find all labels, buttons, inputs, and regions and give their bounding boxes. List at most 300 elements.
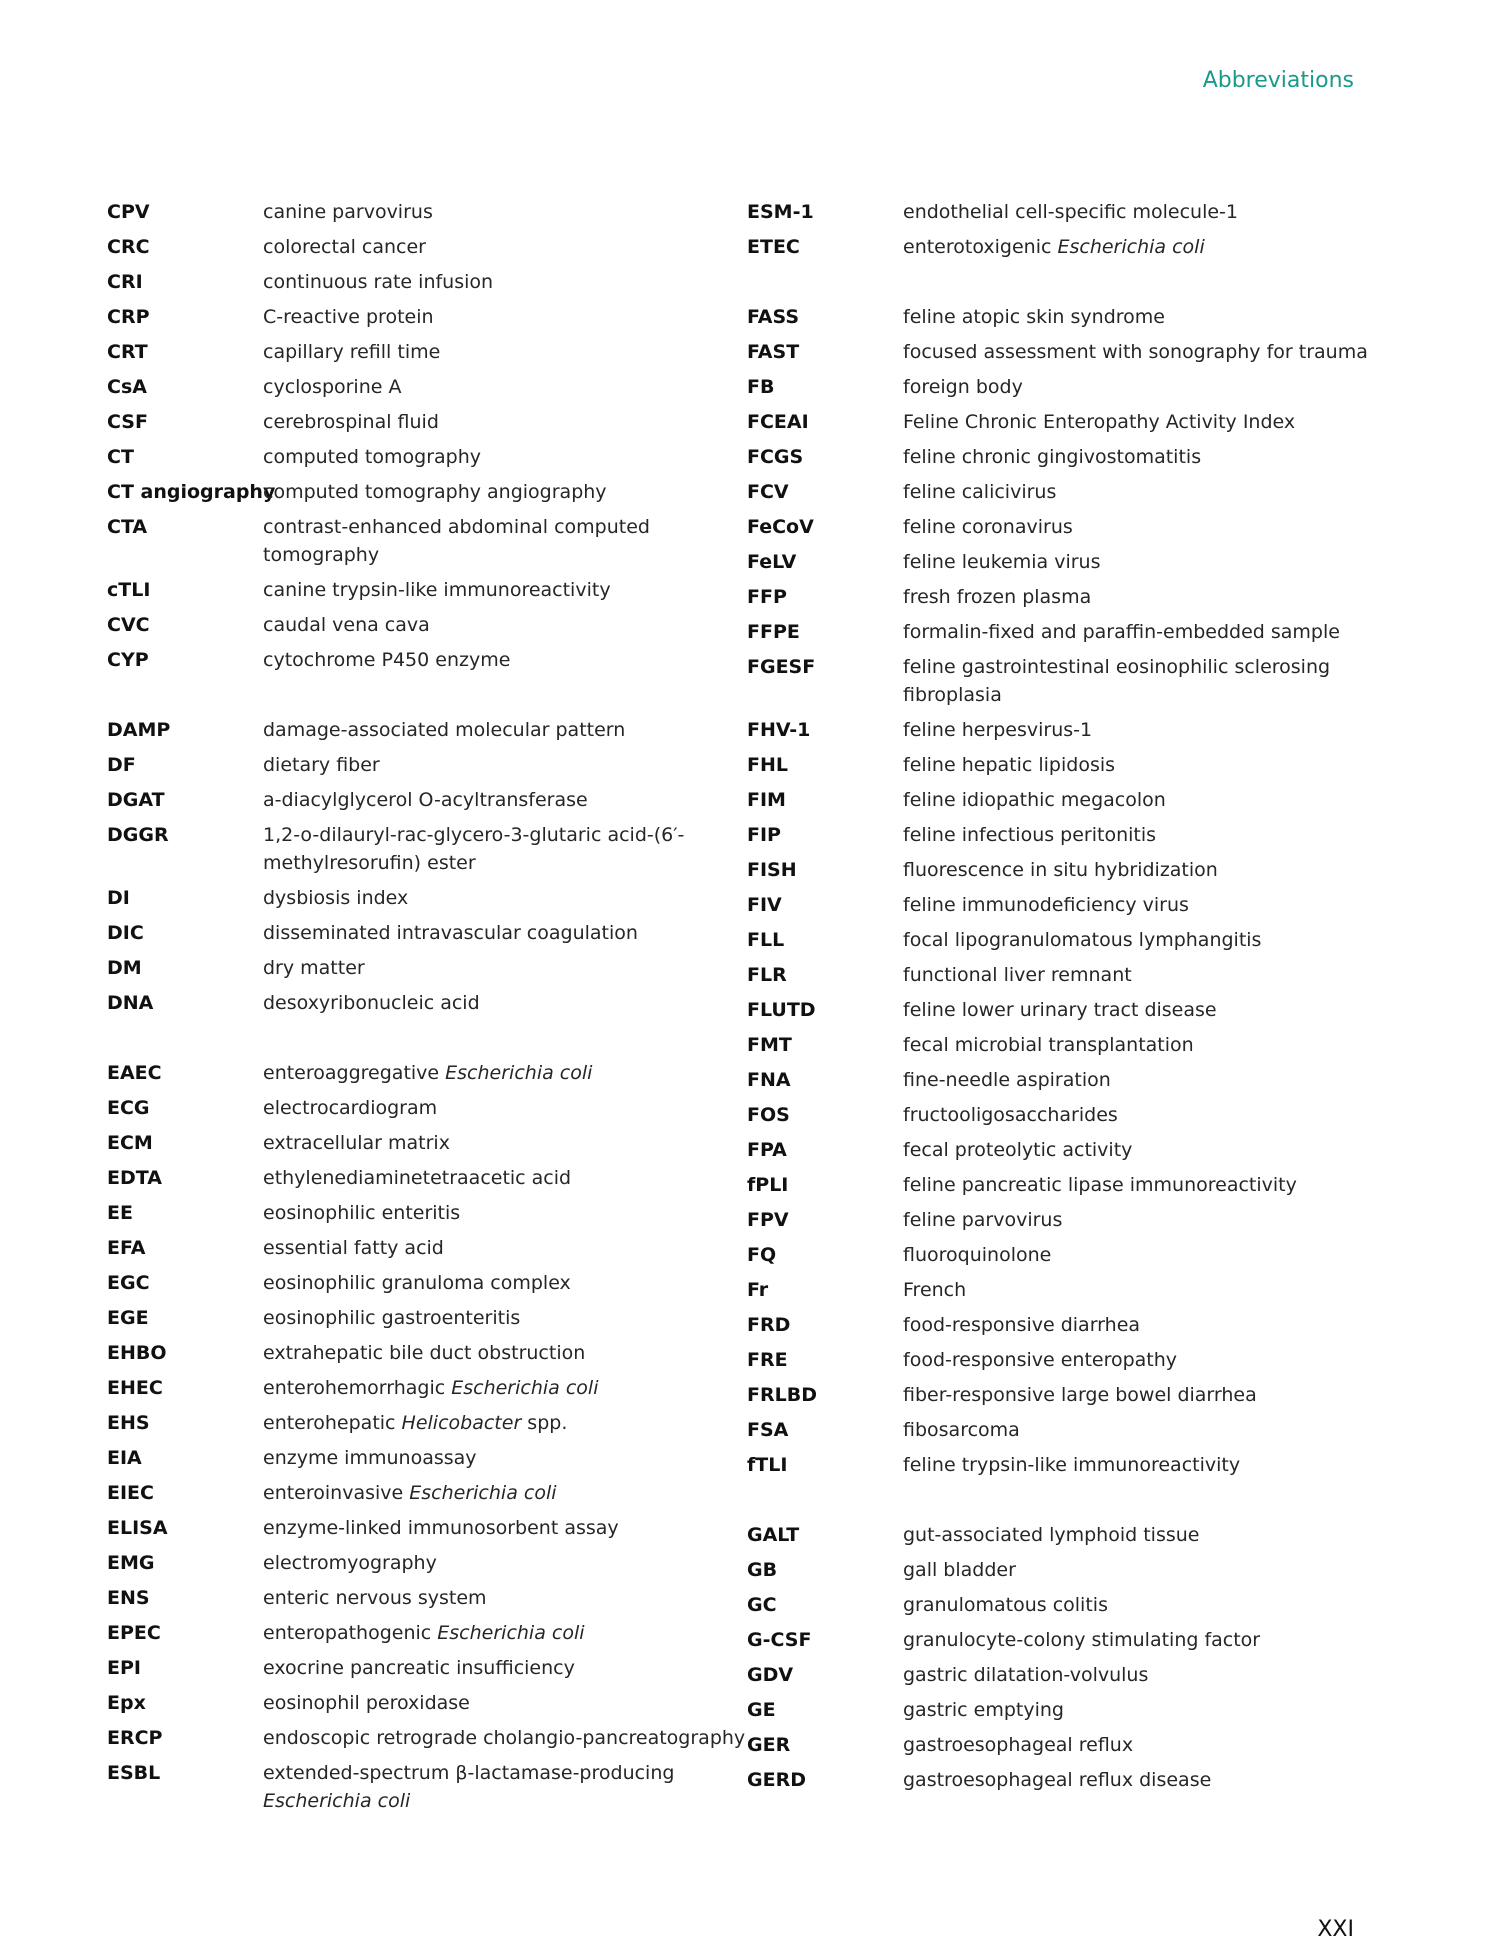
definition-text: endothelial cell-specific molecule-1 bbox=[903, 201, 1238, 223]
definition-text: enzyme immunoassay bbox=[263, 1447, 477, 1469]
abbreviation-definition bbox=[903, 1731, 1387, 1759]
abbreviation-definition bbox=[263, 1164, 747, 1192]
abbreviation-definition bbox=[903, 303, 1387, 331]
definition-text: cyclosporine A bbox=[263, 376, 402, 398]
abbreviation-entry bbox=[747, 303, 1387, 331]
abbreviation-term: DI bbox=[107, 887, 130, 909]
abbreviation-term: FIV bbox=[747, 894, 782, 916]
abbreviation-entry bbox=[107, 1549, 747, 1577]
abbreviation-definition bbox=[903, 373, 1387, 401]
definition-text: fructooligosaccharides bbox=[903, 1104, 1118, 1126]
abbreviation-definition bbox=[903, 891, 1387, 919]
definition-text: fluorescence in situ hybridization bbox=[903, 859, 1218, 881]
abbreviation-term: ERCP bbox=[107, 1727, 163, 1749]
abbreviation-definition bbox=[903, 1101, 1387, 1129]
definition-text: endoscopic retrograde cholangio-pancreatography bbox=[263, 1727, 746, 1749]
abbreviation-entry bbox=[747, 548, 1387, 576]
abbreviation-definition bbox=[263, 576, 747, 604]
abbreviation-definition bbox=[903, 1136, 1387, 1164]
abbreviation-term: FRD bbox=[747, 1314, 791, 1336]
definition-text: fine-needle aspiration bbox=[903, 1069, 1111, 1091]
definition-text: fecal proteolytic activity bbox=[903, 1139, 1133, 1161]
abbreviation-entry bbox=[107, 576, 747, 604]
abbreviation-definition bbox=[263, 1514, 747, 1542]
abbreviation-entry bbox=[107, 1374, 747, 1402]
abbreviation-entry bbox=[747, 1556, 1387, 1584]
abbreviation-definition bbox=[263, 1654, 747, 1682]
definition-text: colorectal cancer bbox=[263, 236, 426, 258]
definition-text: damage-associated molecular pattern bbox=[263, 719, 626, 741]
abbreviation-entry bbox=[107, 408, 747, 436]
abbreviation-entry bbox=[747, 618, 1387, 646]
definition-text: fresh frozen plasma bbox=[903, 586, 1092, 608]
abbreviation-definition bbox=[263, 1724, 747, 1752]
definition-text: gastric dilatation-volvulus bbox=[903, 1664, 1149, 1686]
abbreviation-definition bbox=[903, 1241, 1387, 1269]
abbreviation-entry bbox=[107, 919, 747, 947]
section-gap bbox=[747, 1486, 1387, 1521]
abbreviation-entry bbox=[107, 1164, 747, 1192]
abbreviation-term: FCEAI bbox=[747, 411, 809, 433]
abbreviation-term: EHBO bbox=[107, 1342, 167, 1364]
abbreviation-term: FLL bbox=[747, 929, 785, 951]
abbreviation-term: ENS bbox=[107, 1587, 150, 1609]
abbreviation-term: EDTA bbox=[107, 1167, 162, 1189]
abbreviation-term: DGGR bbox=[107, 824, 169, 846]
definition-text: desoxyribonucleic acid bbox=[263, 992, 480, 1014]
abbreviation-definition bbox=[263, 1759, 747, 1815]
abbreviation-term: FIP bbox=[747, 824, 781, 846]
abbreviation-definition bbox=[903, 1626, 1387, 1654]
abbreviation-definition bbox=[903, 478, 1387, 506]
definition-text: foreign body bbox=[903, 376, 1023, 398]
abbreviation-definition bbox=[263, 443, 747, 471]
abbreviation-entry bbox=[107, 1409, 747, 1437]
abbreviation-definition bbox=[903, 1381, 1387, 1409]
definition-text: computed tomography angiography bbox=[263, 481, 607, 503]
definition-text: enteroinvasive bbox=[263, 1482, 410, 1504]
abbreviation-entry bbox=[747, 716, 1387, 744]
abbreviation-term: EHEC bbox=[107, 1377, 163, 1399]
abbreviation-definition bbox=[903, 443, 1387, 471]
section-gap bbox=[107, 681, 747, 716]
abbreviation-term: ESBL bbox=[107, 1762, 161, 1784]
definition-text: feline trypsin-like immunoreactivity bbox=[903, 1454, 1241, 1476]
abbreviation-entry bbox=[107, 1444, 747, 1472]
abbreviation-entry bbox=[107, 821, 747, 877]
definition-text: a-diacylglycerol O-acyltransferase bbox=[263, 789, 588, 811]
abbreviation-definition bbox=[263, 1584, 747, 1612]
definition-text: feline calicivirus bbox=[903, 481, 1057, 503]
abbreviation-definition bbox=[903, 1066, 1387, 1094]
definition-text: gastroesophageal reflux disease bbox=[903, 1769, 1212, 1791]
abbreviation-term: ELISA bbox=[107, 1517, 168, 1539]
abbreviation-entry bbox=[747, 1031, 1387, 1059]
section-gap bbox=[107, 1024, 747, 1059]
abbreviation-definition bbox=[263, 716, 747, 744]
abbreviation-entry bbox=[107, 268, 747, 296]
abbreviation-definition bbox=[903, 751, 1387, 779]
definition-text: granulomatous colitis bbox=[903, 1594, 1108, 1616]
abbreviation-term: EHS bbox=[107, 1412, 150, 1434]
abbreviation-definition bbox=[903, 583, 1387, 611]
abbreviation-definition bbox=[263, 786, 747, 814]
abbreviation-definition bbox=[263, 1619, 747, 1647]
abbreviation-entry bbox=[747, 198, 1387, 226]
abbreviation-entry bbox=[107, 1689, 747, 1717]
abbreviation-entry bbox=[107, 1514, 747, 1542]
definition-text: gastroesophageal reflux bbox=[903, 1734, 1134, 1756]
abbreviation-definition bbox=[263, 1059, 747, 1087]
abbreviation-term: CPV bbox=[107, 201, 150, 223]
abbreviation-definition bbox=[903, 233, 1387, 261]
abbreviation-entry bbox=[747, 891, 1387, 919]
abbreviation-term: CRI bbox=[107, 271, 143, 293]
abbreviation-definition bbox=[903, 548, 1387, 576]
definition-text: feline immunodeficiency virus bbox=[903, 894, 1189, 916]
abbreviation-entry bbox=[107, 1234, 747, 1262]
abbreviation-definition bbox=[263, 1234, 747, 1262]
abbreviation-entry bbox=[747, 786, 1387, 814]
abbreviation-entry bbox=[747, 1696, 1387, 1724]
definition-text: electrocardiogram bbox=[263, 1097, 438, 1119]
definition-text: cytochrome P450 enzyme bbox=[263, 649, 511, 671]
abbreviation-term: EGE bbox=[107, 1307, 149, 1329]
definition-text: fibosarcoma bbox=[903, 1419, 1020, 1441]
abbreviation-term: FPA bbox=[747, 1139, 787, 1161]
abbreviation-entry bbox=[107, 611, 747, 639]
page-number: XXI bbox=[1317, 1917, 1354, 1942]
abbreviation-entry bbox=[747, 1066, 1387, 1094]
abbreviation-entry bbox=[107, 338, 747, 366]
definition-text: eosinophil peroxidase bbox=[263, 1692, 470, 1714]
abbreviation-definition bbox=[903, 618, 1387, 646]
definition-text: enteric nervous system bbox=[263, 1587, 487, 1609]
abbreviation-definition bbox=[263, 373, 747, 401]
abbreviation-term: FLR bbox=[747, 964, 787, 986]
abbreviation-term: fTLI bbox=[747, 1454, 788, 1476]
abbreviation-term: G-CSF bbox=[747, 1629, 812, 1651]
abbreviation-term: GERD bbox=[747, 1769, 806, 1791]
abbreviation-entry bbox=[107, 1479, 747, 1507]
abbreviation-definition bbox=[903, 1766, 1387, 1794]
abbreviation-definition bbox=[903, 996, 1387, 1024]
definition-text: enterohepatic bbox=[263, 1412, 402, 1434]
abbreviation-entry bbox=[107, 1619, 747, 1647]
abbreviation-term: GC bbox=[747, 1594, 777, 1616]
abbreviation-term: FPV bbox=[747, 1209, 789, 1231]
section-gap bbox=[747, 268, 1387, 303]
definition-text: granulocyte-colony stimulating factor bbox=[903, 1629, 1261, 1651]
definition-text: gastric emptying bbox=[903, 1699, 1064, 1721]
abbreviation-entry bbox=[747, 1136, 1387, 1164]
abbreviation-definition bbox=[903, 1591, 1387, 1619]
definition-text: exocrine pancreatic insufficiency bbox=[263, 1657, 575, 1679]
abbreviation-entry bbox=[747, 1626, 1387, 1654]
abbreviation-term: EMG bbox=[107, 1552, 155, 1574]
definition-text: enteroaggregative bbox=[263, 1062, 446, 1084]
abbreviation-entry bbox=[107, 478, 747, 506]
abbreviation-definition bbox=[903, 1521, 1387, 1549]
definition-text: dysbiosis index bbox=[263, 887, 409, 909]
abbreviation-definition bbox=[263, 611, 747, 639]
abbreviation-term: EAEC bbox=[107, 1062, 162, 1084]
abbreviation-entry bbox=[747, 1206, 1387, 1234]
abbreviation-term: DAMP bbox=[107, 719, 171, 741]
abbreviation-term: FOS bbox=[747, 1104, 790, 1126]
abbreviation-term: FAST bbox=[747, 341, 800, 363]
abbreviation-entry bbox=[747, 856, 1387, 884]
definition-text: focused assessment with sonography for trauma bbox=[903, 341, 1368, 363]
abbreviation-definition bbox=[903, 1031, 1387, 1059]
definition-text: extracellular matrix bbox=[263, 1132, 450, 1154]
abbreviation-entry bbox=[747, 1661, 1387, 1689]
definition-text: feline chronic gingivostomatitis bbox=[903, 446, 1202, 468]
abbreviation-definition bbox=[903, 1276, 1387, 1304]
abbreviation-term: FLUTD bbox=[747, 999, 816, 1021]
abbreviation-entry bbox=[747, 513, 1387, 541]
definition-text: food-responsive diarrhea bbox=[903, 1314, 1141, 1336]
abbreviation-term: EFA bbox=[107, 1237, 146, 1259]
definition-text: formalin-fixed and paraffin-embedded sample bbox=[903, 621, 1340, 643]
abbreviation-definition bbox=[903, 1171, 1387, 1199]
abbreviation-term: FFP bbox=[747, 586, 787, 608]
abbreviation-term: FeLV bbox=[747, 551, 797, 573]
definition-text: electromyography bbox=[263, 1552, 437, 1574]
definition-italic-text: Escherichia coli bbox=[409, 1482, 557, 1504]
abbreviation-entry bbox=[747, 1731, 1387, 1759]
abbreviation-entry bbox=[107, 1129, 747, 1157]
definition-text: dietary fiber bbox=[263, 754, 380, 776]
abbreviation-entry bbox=[747, 1276, 1387, 1304]
abbreviation-definition bbox=[263, 1444, 747, 1472]
abbreviation-entry bbox=[747, 996, 1387, 1024]
definition-text: enterotoxigenic bbox=[903, 236, 1058, 258]
definition-text: extrahepatic bile duct obstruction bbox=[263, 1342, 586, 1364]
abbreviation-term: FB bbox=[747, 376, 775, 398]
abbreviation-entry bbox=[747, 961, 1387, 989]
abbreviation-entry bbox=[107, 1759, 747, 1815]
abbreviation-term: Epx bbox=[107, 1692, 146, 1714]
abbreviation-term: FHL bbox=[747, 754, 788, 776]
abbreviation-definition bbox=[263, 478, 747, 506]
definition-text: feline hepatic lipidosis bbox=[903, 754, 1116, 776]
definition-italic-text: Helicobacter bbox=[401, 1412, 522, 1434]
abbreviation-entry bbox=[747, 583, 1387, 611]
abbreviation-term: FASS bbox=[747, 306, 800, 328]
definition-text: essential fatty acid bbox=[263, 1237, 444, 1259]
abbreviation-entry bbox=[107, 443, 747, 471]
abbreviation-definition bbox=[263, 1689, 747, 1717]
definition-text: cerebrospinal fluid bbox=[263, 411, 439, 433]
definition-text: feline leukemia virus bbox=[903, 551, 1101, 573]
definition-text: eosinophilic granuloma complex bbox=[263, 1272, 571, 1294]
abbreviation-term: CVC bbox=[107, 614, 150, 636]
definition-text: enzyme-linked immunosorbent assay bbox=[263, 1517, 619, 1539]
abbreviation-term: FRLBD bbox=[747, 1384, 817, 1406]
abbreviation-definition bbox=[903, 716, 1387, 744]
abbreviation-entry bbox=[747, 1451, 1387, 1479]
abbreviation-entry bbox=[107, 233, 747, 261]
abbreviation-definition bbox=[903, 1346, 1387, 1374]
abbreviation-term: FCGS bbox=[747, 446, 804, 468]
abbreviation-definition bbox=[903, 1661, 1387, 1689]
abbreviation-term: GALT bbox=[747, 1524, 800, 1546]
abbreviation-term: DGAT bbox=[107, 789, 165, 811]
abbreviation-entry bbox=[107, 1269, 747, 1297]
definition-italic-text: Escherichia coli bbox=[445, 1062, 593, 1084]
abbreviation-entry bbox=[747, 1346, 1387, 1374]
abbreviation-entry bbox=[747, 478, 1387, 506]
abbreviation-term: CT bbox=[107, 446, 134, 468]
abbreviation-term: GER bbox=[747, 1734, 791, 1756]
abbreviation-definition bbox=[903, 926, 1387, 954]
abbreviation-term: CRP bbox=[107, 306, 150, 328]
abbreviation-definition bbox=[903, 408, 1387, 436]
abbreviation-term: CSF bbox=[107, 411, 148, 433]
abbreviation-definition bbox=[263, 884, 747, 912]
abbreviation-term: FISH bbox=[747, 859, 797, 881]
definition-text: 1,2-o-dilauryl-rac-glycero-3-glutaric acid-(6′-methylresorufin) ester bbox=[263, 824, 685, 874]
definition-text: gut-associated lymphoid tissue bbox=[903, 1524, 1200, 1546]
abbreviation-term: FRE bbox=[747, 1349, 788, 1371]
abbreviation-entry bbox=[747, 1381, 1387, 1409]
abbreviation-definition bbox=[263, 1339, 747, 1367]
definition-text: eosinophilic gastroenteritis bbox=[263, 1307, 521, 1329]
abbreviation-term: EIA bbox=[107, 1447, 142, 1469]
abbreviation-definition bbox=[263, 646, 747, 674]
definition-text: feline infectious peritonitis bbox=[903, 824, 1157, 846]
definition-text: feline atopic skin syndrome bbox=[903, 306, 1165, 328]
abbreviation-entry bbox=[107, 646, 747, 674]
abbreviation-definition bbox=[903, 856, 1387, 884]
abbreviation-definition bbox=[903, 1416, 1387, 1444]
definition-text: feline lower urinary tract disease bbox=[903, 999, 1217, 1021]
definition-text: Feline Chronic Enteropathy Activity Index bbox=[903, 411, 1296, 433]
abbreviation-definition bbox=[903, 1206, 1387, 1234]
definition-text: extended-spectrum β-lactamase-producing bbox=[263, 1762, 675, 1784]
abbreviation-definition bbox=[263, 233, 747, 261]
abbreviation-definition bbox=[263, 1094, 747, 1122]
abbreviation-definition bbox=[263, 954, 747, 982]
definition-text: feline gastrointestinal eosinophilic sclerosing fibroplasia bbox=[903, 656, 1331, 706]
abbreviation-entry bbox=[747, 1416, 1387, 1444]
abbreviation-entry bbox=[747, 926, 1387, 954]
abbreviation-entry bbox=[747, 653, 1387, 709]
abbreviation-term: EPI bbox=[107, 1657, 141, 1679]
abbreviation-term: FGESF bbox=[747, 656, 816, 678]
definition-text: feline herpesvirus-1 bbox=[903, 719, 1093, 741]
abbreviation-entry bbox=[107, 884, 747, 912]
abbreviation-term: FSA bbox=[747, 1419, 789, 1441]
abbreviation-term: CYP bbox=[107, 649, 149, 671]
definition-text: feline idiopathic megacolon bbox=[903, 789, 1166, 811]
abbreviation-definition bbox=[263, 1269, 747, 1297]
definition-text: caudal vena cava bbox=[263, 614, 430, 636]
abbreviation-entry bbox=[107, 198, 747, 226]
abbreviation-term: CRT bbox=[107, 341, 148, 363]
abbreviation-definition bbox=[903, 1311, 1387, 1339]
definition-text: dry matter bbox=[263, 957, 365, 979]
abbreviation-definition bbox=[903, 786, 1387, 814]
abbreviation-definition bbox=[263, 513, 747, 569]
abbreviation-definition bbox=[903, 1556, 1387, 1584]
abbreviation-definition bbox=[263, 268, 747, 296]
abbreviation-term: CT angiography bbox=[107, 481, 276, 503]
abbreviation-entry bbox=[747, 373, 1387, 401]
abbreviation-entry bbox=[107, 786, 747, 814]
abbreviation-entry bbox=[107, 989, 747, 1017]
abbreviation-term: ETEC bbox=[747, 236, 800, 258]
abbreviation-definition bbox=[903, 338, 1387, 366]
abbreviation-entry bbox=[747, 233, 1387, 261]
abbreviation-entry bbox=[747, 338, 1387, 366]
abbreviation-term: DNA bbox=[107, 992, 154, 1014]
definition-text: eosinophilic enteritis bbox=[263, 1202, 461, 1224]
abbreviation-entry bbox=[107, 751, 747, 779]
abbreviation-term: FNA bbox=[747, 1069, 791, 1091]
abbreviation-entry bbox=[747, 1171, 1387, 1199]
abbreviation-definition bbox=[263, 919, 747, 947]
definition-italic-text: Escherichia coli bbox=[451, 1377, 599, 1399]
abbreviation-term: DF bbox=[107, 754, 136, 776]
abbreviation-definition bbox=[263, 1199, 747, 1227]
abbreviation-entry bbox=[107, 1724, 747, 1752]
abbreviation-entry bbox=[107, 1654, 747, 1682]
abbreviation-entry bbox=[747, 443, 1387, 471]
abbreviation-definition bbox=[263, 198, 747, 226]
definition-text: food-responsive enteropathy bbox=[903, 1349, 1178, 1371]
definition-italic-text: Escherichia coli bbox=[263, 1790, 411, 1812]
abbreviation-term: EE bbox=[107, 1202, 133, 1224]
abbreviation-entry bbox=[747, 1591, 1387, 1619]
abbreviation-term: FFPE bbox=[747, 621, 800, 643]
abbreviation-entry bbox=[747, 751, 1387, 779]
abbreviation-entry bbox=[107, 513, 747, 569]
abbreviation-definition bbox=[263, 303, 747, 331]
abbreviation-definition bbox=[263, 821, 747, 877]
definition-text: French bbox=[903, 1279, 967, 1301]
abbreviation-term: FMT bbox=[747, 1034, 792, 1056]
abbreviation-entry bbox=[747, 408, 1387, 436]
abbreviation-definition bbox=[903, 961, 1387, 989]
definition-text: gall bladder bbox=[903, 1559, 1016, 1581]
abbreviation-definition bbox=[263, 1374, 747, 1402]
abbreviation-term: FCV bbox=[747, 481, 789, 503]
abbreviation-entry bbox=[107, 1059, 747, 1087]
abbreviation-term: CTA bbox=[107, 516, 148, 538]
abbreviation-term: FIM bbox=[747, 789, 786, 811]
abbreviation-definition bbox=[263, 751, 747, 779]
abbreviation-term: cTLI bbox=[107, 579, 151, 601]
abbreviation-entry bbox=[107, 303, 747, 331]
abbreviation-term: CsA bbox=[107, 376, 147, 398]
abbreviation-definition bbox=[903, 1451, 1387, 1479]
abbreviation-term: ECG bbox=[107, 1097, 150, 1119]
definition-text: functional liver remnant bbox=[903, 964, 1132, 986]
abbreviation-term: EIEC bbox=[107, 1482, 154, 1504]
abbreviation-definition bbox=[263, 338, 747, 366]
abbreviation-definition bbox=[903, 1696, 1387, 1724]
abbreviation-entry bbox=[107, 1584, 747, 1612]
abbreviation-definition bbox=[263, 1549, 747, 1577]
definition-text: computed tomography bbox=[263, 446, 481, 468]
definition-text: capillary refill time bbox=[263, 341, 441, 363]
abbreviation-entry bbox=[747, 1766, 1387, 1794]
abbreviation-term: ESM-1 bbox=[747, 201, 814, 223]
abbreviation-entry bbox=[107, 1094, 747, 1122]
definition-text: feline coronavirus bbox=[903, 516, 1073, 538]
